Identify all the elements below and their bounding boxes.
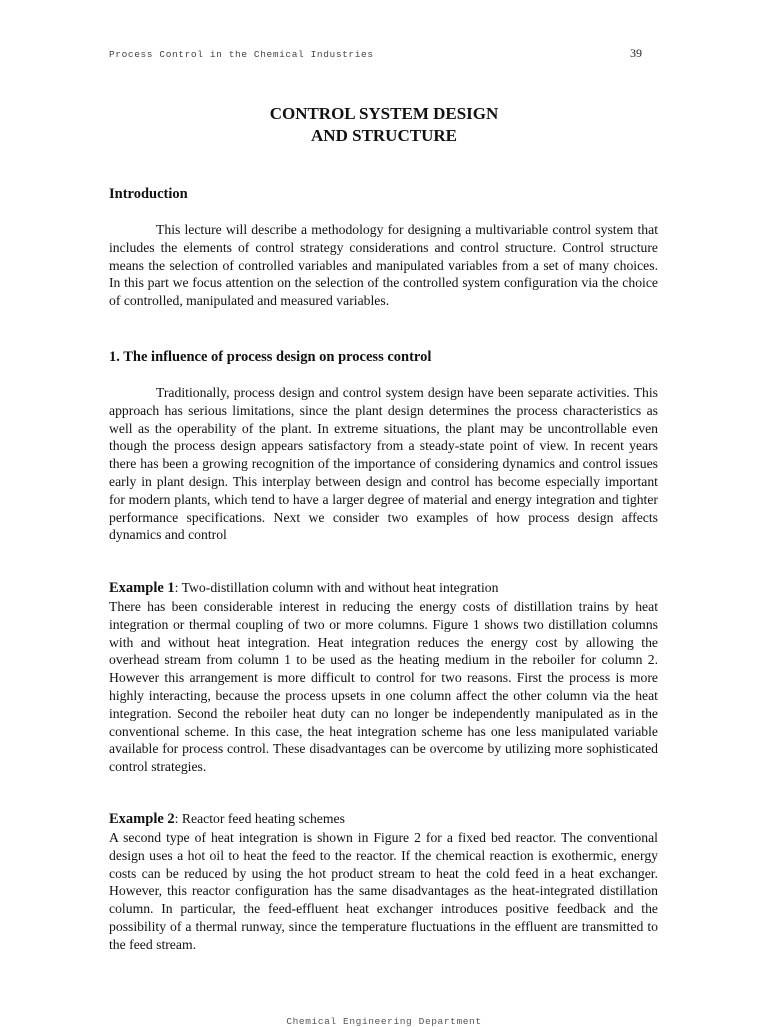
example-2-paragraph: A second type of heat integration is shown in Figure 2 for a fixed bed reactor. The conventional design uses a hot oil to heat the feed to the reactor. If the chemical reaction is exothermic, energy costs can be reduced by using the hot product stream to heat the cold feed in a heat exchanger. However, this reactor configuration has the same disadvantages as the heat-integrated distillation column. In particular, the feed-effluent heat exchanger introduces positive feedback and the possibility of a thermal runway, since the temperature fluctuations in the effluent are transmitted to the feed stream. <box>109 830 658 952</box>
section-1-paragraph: Traditionally, process design and control system design have been separate activities. This approach has serious limitations, since the plant design determines the process characteristics as well as the operability of the plant. In extreme situations, the plant may be uncontrollable even though the process design appears satisfactory from a steady-state point of view. In recent years there has been a growing recognition of the importance of considering dynamics and control issues early in plant design. This interplay between design and control has become especially important for modern plants, which tend to have a larger degree of material and energy integration and tighter performance specifications. Next we consider two examples of how process design affects dynamics and control <box>109 385 658 543</box>
example-1-label: Example 1 <box>109 580 175 596</box>
page-number: 39 <box>630 46 642 60</box>
example-2-heading-line <box>109 810 658 829</box>
example-1-heading-line <box>109 579 658 598</box>
introduction-paragraph: This lecture will describe a methodology for designing a multivariable control system that includes the elements of control strategy considerations and control structure. Control structure means the selection of controlled variables and manipulated variables from a set of many choices. In this part we focus attention on the selection of the controlled system configuration via the choice of controlled, manipulated and measured variables. <box>109 222 658 309</box>
example-2-label: Example 2 <box>109 811 175 827</box>
example-1-subtitle: : Two-distillation column with and without heat integration <box>174 580 499 595</box>
title-line-2: AND STRUCTURE <box>311 126 457 145</box>
introduction-heading: Introduction <box>109 186 188 202</box>
running-header: Process Control in the Chemical Industries <box>109 49 374 60</box>
section-1-heading: 1. The influence of process design on process control <box>109 349 432 365</box>
page-title <box>0 103 768 147</box>
title-line-1: CONTROL SYSTEM DESIGN <box>269 104 499 123</box>
example-2-subtitle: : Reactor feed heating schemes <box>174 811 345 826</box>
example-1-paragraph: There has been considerable interest in reducing the energy costs of distillation trains by heat integration or thermal coupling of two or more columns. Figure 1 shows two distillation columns with and without heat integration. Heat integration reduces the energy cost by allowing the overhead stream from column 1 to be used as the heating medium in the reboiler for column 2. However this arrangement is more difficult to control for two reasons. First the process is more highly interacting, because the process upsets in one column affect the other column via the heat integration. Second the reboiler heat duty can no longer be independently manipulated as in the conventional scheme. In this case, the heat integration scheme has one less manipulated variable available for process control. These disadvantages can be overcome by utilizing more sophisticated control strategies. <box>109 599 658 775</box>
running-footer: Chemical Engineering Department <box>286 1016 482 1027</box>
